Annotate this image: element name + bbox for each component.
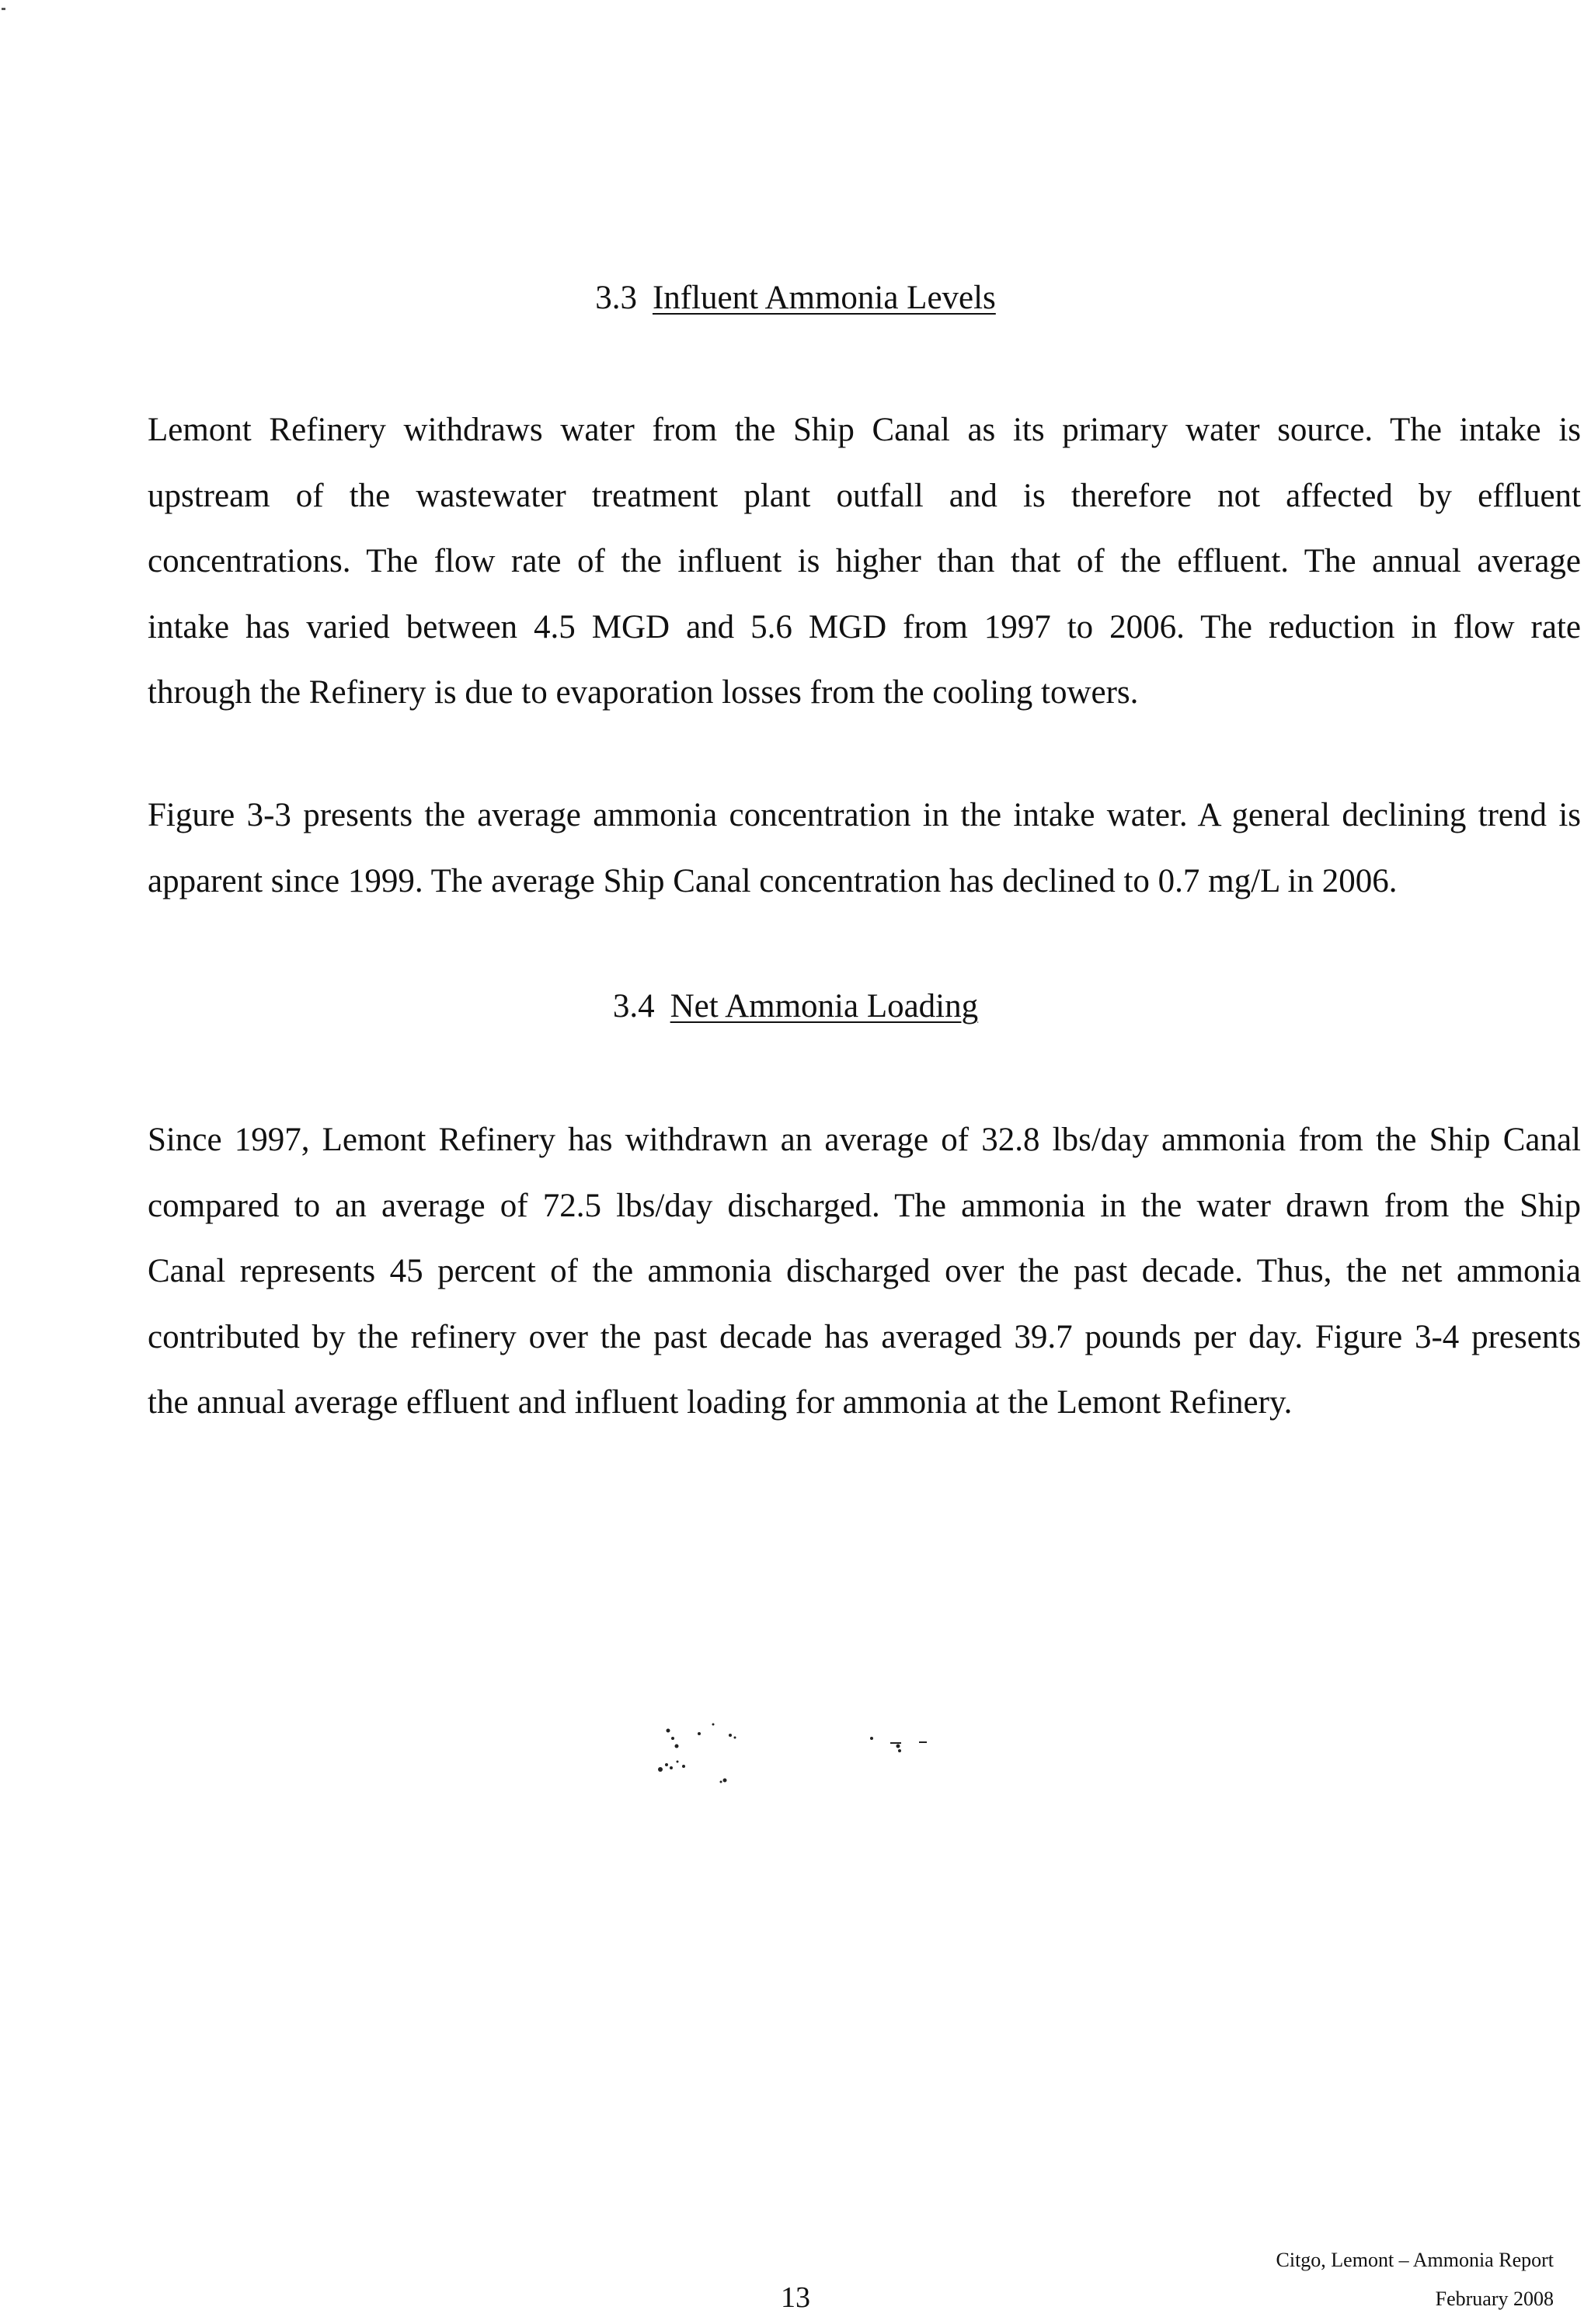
paragraph-line: apparent since 1999. The average Ship Canal concentration has declined to 0.7 mg/L in 2006. xyxy=(148,862,1398,899)
scan-artifact-specks xyxy=(621,1717,979,1818)
paragraph-line: contributed by the refinery over the past decade has averaged 39.7 pounds per day. Figure 3-4 presents xyxy=(148,1318,1581,1355)
paragraph-line: concentrations. The flow rate of the influent is higher than that of the effluent. The annual average xyxy=(148,543,1581,579)
paragraph-line: through the Refinery is due to evaporation losses from the cooling towers. xyxy=(148,674,1139,711)
paragraph-line: intake has varied between 4.5 MGD and 5.6 MGD from 1997 to 2006. The reduction in flow rate xyxy=(148,608,1581,645)
section-number: 3.3 xyxy=(595,280,637,316)
paragraph-influent-intake xyxy=(148,398,1581,726)
paragraph-line: upstream of the wastewater treatment plant outfall and is therefore not affected by effluent xyxy=(148,477,1581,514)
section-number: 3.4 xyxy=(612,988,655,1025)
paragraph-line: the annual average effluent and influent loading for ammonia at the Lemont Refinery. xyxy=(148,1384,1293,1421)
section-title: Net Ammonia Loading xyxy=(670,988,979,1025)
section-heading-3-3 xyxy=(0,281,1591,315)
paragraph-line: Since 1997, Lemont Refinery has withdrawn an average of 32.8 lbs/day ammonia from the Ship Canal xyxy=(148,1122,1581,1158)
paragraph-net-ammonia xyxy=(148,1108,1581,1436)
paragraph-line: Canal represents 45 percent of the ammonia discharged over the past decade. Thus, the net ammonia xyxy=(148,1253,1581,1289)
paragraph-figure-3-3 xyxy=(148,783,1581,914)
scan-speck xyxy=(2,8,5,10)
footer-report-title: Citgo, Lemont – Ammonia Report xyxy=(1276,2249,1554,2271)
footer-date: February 2008 xyxy=(1435,2287,1554,2310)
section-heading-3-4 xyxy=(0,990,1591,1023)
paragraph-line: Lemont Refinery withdraws water from the Ship Canal as its primary water source. The intake is xyxy=(148,412,1581,448)
paragraph-line: compared to an average of 72.5 lbs/day discharged. The ammonia in the water drawn from the Ship xyxy=(148,1187,1581,1224)
section-title: Influent Ammonia Levels xyxy=(652,280,996,316)
paragraph-line: Figure 3-3 presents the average ammonia concentration in the intake water. A general declining trend is xyxy=(148,797,1581,833)
page-number: 13 xyxy=(781,2281,810,2314)
